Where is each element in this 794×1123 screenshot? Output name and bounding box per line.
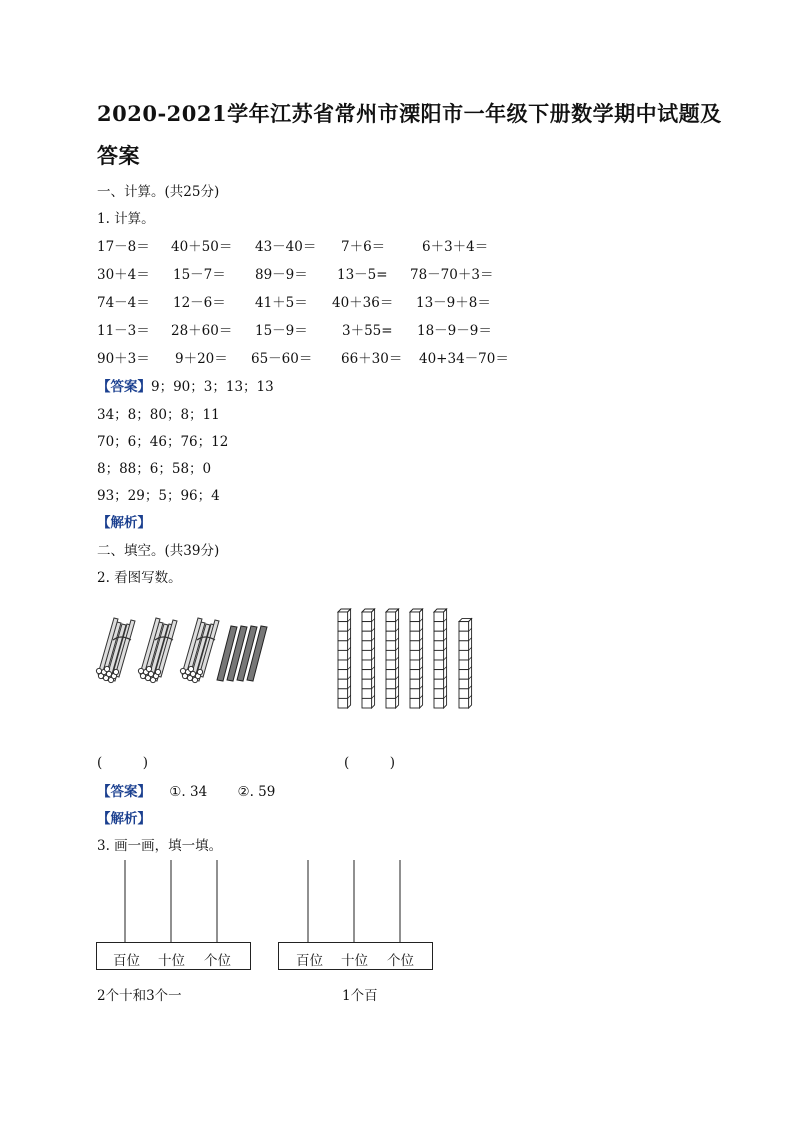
calc-item: 9＋20＝ xyxy=(175,351,228,367)
answer-line: 70；6；46；76；12 xyxy=(97,434,229,450)
calc-item: 40+34－70＝ xyxy=(419,351,509,367)
calc-item: 30＋4＝ xyxy=(97,267,150,283)
calc-item: 13－9＋8＝ xyxy=(416,295,491,311)
calc-item: 90＋3＝ xyxy=(97,351,150,367)
answer-line: 34；8；80；8；11 xyxy=(97,407,220,423)
answer-line: 9；90；3；13；13 xyxy=(151,379,274,395)
stick-bundle xyxy=(96,618,135,683)
page-title-line2: 答案 xyxy=(97,143,140,168)
calc-item: 11－3＝ xyxy=(97,323,150,339)
calc-item: 3＋55= xyxy=(342,323,393,339)
place-label-ones: 个位 xyxy=(387,953,414,969)
ten-rod xyxy=(434,609,447,708)
calc-item: 66＋30＝ xyxy=(341,351,403,367)
analysis-label: 【解析】 xyxy=(97,515,151,531)
ten-rod xyxy=(410,609,423,708)
place-label-hundreds: 百位 xyxy=(113,953,140,969)
section2-heading: 二、填空。(共39分) xyxy=(97,543,220,559)
question1-label: 1. 计算。 xyxy=(97,211,155,227)
place-label-hundreds: 百位 xyxy=(296,953,323,969)
calc-item: 40＋50＝ xyxy=(171,239,233,255)
place-label-ones: 个位 xyxy=(204,953,231,969)
calc-item: 43－40＝ xyxy=(255,239,317,255)
ten-rods-figure xyxy=(330,596,480,712)
analysis-label: 【解析】 xyxy=(97,811,151,827)
answer-line: 8；88；6；58；0 xyxy=(97,461,212,477)
stick-bundles-figure xyxy=(95,610,280,690)
calc-item: 12－6＝ xyxy=(173,295,226,311)
answer-label: 【答案】 xyxy=(97,784,151,800)
place-label-tens: 十位 xyxy=(158,953,185,969)
stick-bundle xyxy=(138,618,177,683)
calc-item: 17－8＝ xyxy=(97,239,150,255)
stick-bundle xyxy=(180,618,219,683)
answer-blank-right[interactable]: ( ) xyxy=(344,755,396,771)
calc-item: 40＋36＝ xyxy=(332,295,394,311)
place-label-tens: 十位 xyxy=(341,953,368,969)
ten-rod xyxy=(362,609,375,708)
answer-block-1 xyxy=(97,375,274,395)
caption-right: 1个百 xyxy=(342,988,378,1004)
answer-blank-left[interactable]: ( ) xyxy=(97,755,149,771)
calc-item: 65－60＝ xyxy=(251,351,313,367)
answer-value-2: ②. 59 xyxy=(237,784,276,800)
section1-heading: 一、计算。(共25分) xyxy=(97,184,220,200)
calc-item: 15－9＝ xyxy=(255,323,308,339)
calc-item: 15－7＝ xyxy=(173,267,226,283)
answer-label: 【答案】 xyxy=(97,379,151,395)
caption-left: 2个十和3个一 xyxy=(97,988,182,1004)
answer-line: 93；29；5；96；4 xyxy=(97,488,220,504)
calc-item: 28＋60＝ xyxy=(171,323,233,339)
calc-item: 18－9－9＝ xyxy=(417,323,492,339)
calc-item: 78－70＋3＝ xyxy=(410,267,494,283)
calc-item: 89－9＝ xyxy=(255,267,308,283)
question2-label: 2. 看图写数。 xyxy=(97,570,182,586)
answer-block-2 xyxy=(97,780,275,800)
calc-item: 74－4＝ xyxy=(97,295,150,311)
ten-rod xyxy=(386,609,399,708)
calc-item: 7＋6＝ xyxy=(341,239,386,255)
ten-rod xyxy=(338,609,351,708)
cube-rods xyxy=(338,609,472,708)
calc-item: 41＋5＝ xyxy=(255,295,308,311)
answer-value-1: ①. 34 xyxy=(169,784,208,800)
ten-rod xyxy=(459,619,472,708)
question3-label: 3. 画一画，填一填。 xyxy=(97,838,223,854)
calc-item: 6＋3＋4＝ xyxy=(422,239,489,255)
page-title-line1: 2020-2021学年江苏省常州市溧阳市一年级下册数学期中试题及 xyxy=(97,101,722,126)
single-sticks xyxy=(217,626,267,681)
calc-item: 13－5= xyxy=(337,267,388,283)
